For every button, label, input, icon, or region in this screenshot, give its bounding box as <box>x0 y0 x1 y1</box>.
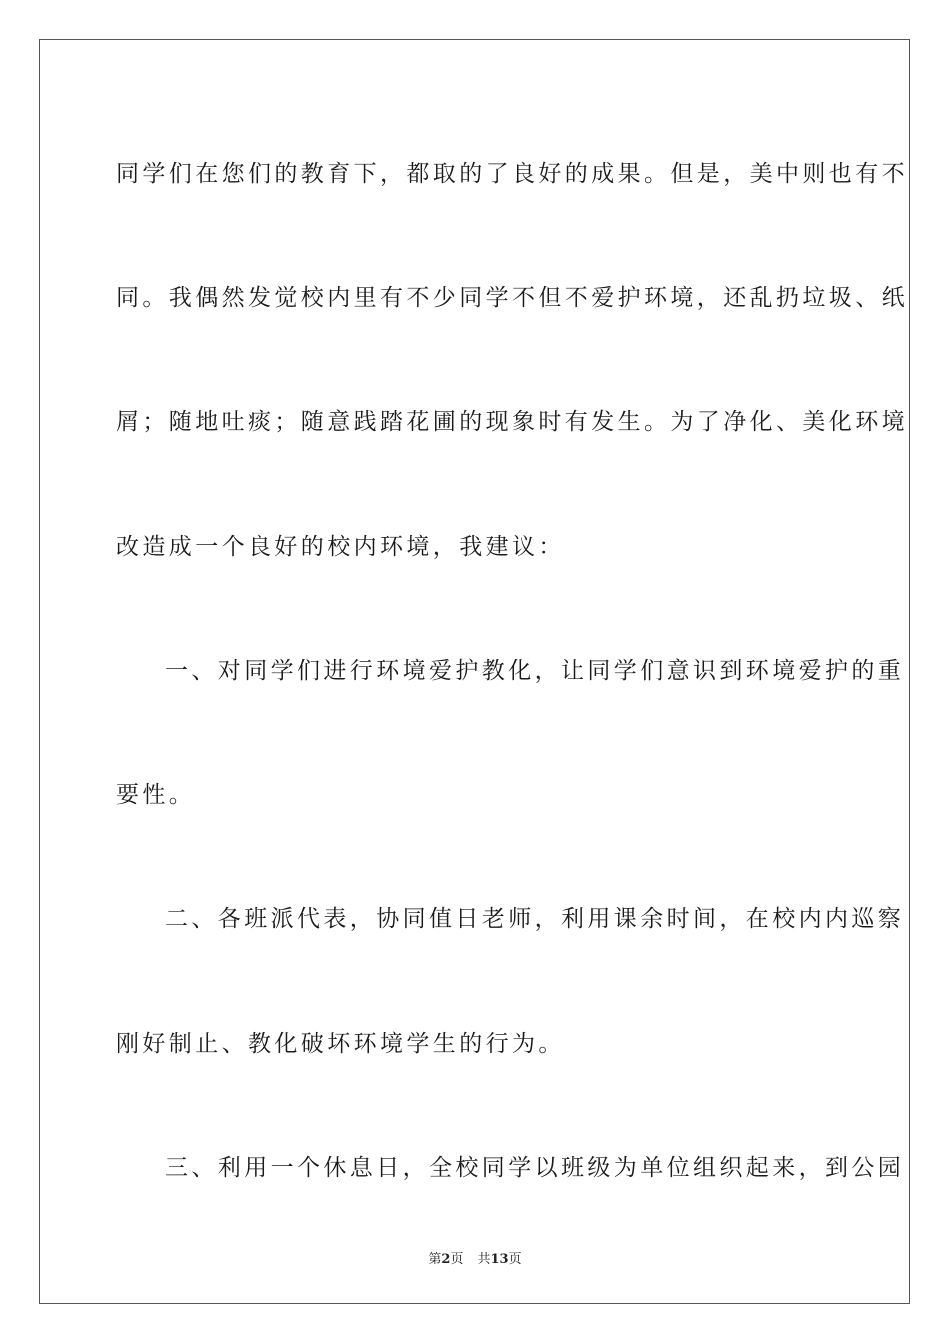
total-prefix: 共 <box>477 1252 491 1267</box>
paragraph-line-4: 改造成一个良好的校内环境，我建议： <box>116 533 565 560</box>
page-suffix: 页 <box>450 1252 464 1267</box>
document-body <box>116 112 908 1231</box>
paragraph-line-2: 同。我偶然发觉校内里有不少同学不但不爱护环境，还乱扔垃圾、纸 <box>116 284 908 311</box>
paragraph-line-5: 一、对同学们进行环境爱护教化，让同学们意识到环境爱护的重 <box>165 657 905 684</box>
total-suffix: 页 <box>508 1252 522 1267</box>
total-pages: 13 <box>490 1252 509 1267</box>
page-prefix: 第 <box>428 1252 442 1267</box>
paragraph-line-9: 三、利用一个休息日，全校同学以班级为单位组织起来，到公园 <box>165 1155 905 1182</box>
paragraph-line-6: 要性。 <box>116 782 196 809</box>
paragraph-line-1: 同学们在您们的教育下，都取的了良好的成果。但是，美中则也有不 <box>116 160 908 187</box>
paragraph-line-8: 刚好制止、教化破坏环境学生的行为。 <box>116 1030 565 1057</box>
page-footer <box>0 1248 950 1267</box>
paragraph-line-3: 屑；随地吐痰；随意践踏花圃的现象时有发生。为了净化、美化环境 <box>116 409 908 436</box>
paragraph-line-7: 二、各班派代表，协同值日老师，利用课余时间，在校内内巡察 <box>165 906 905 933</box>
page-number: 2 <box>441 1252 451 1267</box>
